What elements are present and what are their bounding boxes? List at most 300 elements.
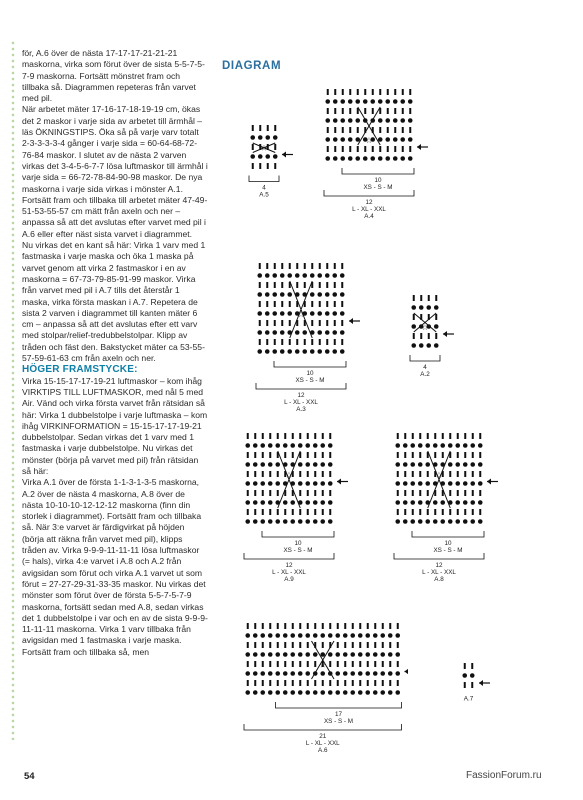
size-number: 4 [262,184,266,192]
stitch-sc [455,519,460,524]
stitch-sc [283,671,288,676]
size-number: 4 [423,364,427,371]
stitch-sc [313,519,318,524]
stitch-sc [411,324,416,329]
stitch-sc [320,462,325,467]
stitch-sc [257,349,262,354]
stitch-sc [325,311,330,316]
stitch-sc [290,690,295,695]
stitch-sc [295,273,300,278]
stitch-sc [340,137,345,142]
stitch-sc [463,462,468,467]
stitch-sc [253,462,258,467]
stitch-sc [350,671,355,676]
diagram-title: DIAGRAM [222,60,282,72]
stitch-sc [358,633,363,638]
stitch-sc [298,519,303,524]
stitch-sc [400,99,405,104]
stitch-sc [343,652,348,657]
stitch-sc [350,633,355,638]
stitch-sc [385,118,390,123]
stitch-sc [295,349,300,354]
stitch-sc [395,671,400,676]
stitch-sc [290,443,295,448]
stitch-sc [358,690,363,695]
stitch-sc [320,671,325,676]
stitch-sc [408,118,413,123]
stitch-sc [325,137,330,142]
stitch-sc [310,273,315,278]
stitch-sc [365,652,370,657]
size-number: 10 [306,370,314,377]
stitch-sc [305,519,310,524]
stitch-sc [325,99,330,104]
stitch-sc [410,481,415,486]
stitch-sc [258,135,263,140]
stitch-sc [250,135,255,140]
stitch-sc [350,652,355,657]
stitch-sc [313,690,318,695]
size-label: XS - S - M [363,184,393,191]
chart-A4 [318,84,443,244]
stitch-sc [298,633,303,638]
stitch-sc [410,443,415,448]
stitch-sc [313,633,318,638]
stitch-sc [433,443,438,448]
stitch-sc [245,462,250,467]
stitch-sc [328,652,333,657]
stitch-sc [463,519,468,524]
stitch-sc [448,462,453,467]
size-bracket [412,531,484,537]
stitch-sc [275,633,280,638]
stitch-sc [343,690,348,695]
chart-name: A.7 [463,695,474,703]
stitch-sc [260,462,265,467]
stitch-sc [253,652,258,657]
stitch-sc [365,671,370,676]
stitch-sc [455,481,460,486]
stitch-sc [320,690,325,695]
stitch-sc [370,156,375,161]
stitch-sc [260,443,265,448]
stitch-sc [250,154,255,159]
stitch-sc [425,481,430,486]
stitch-sc [320,500,325,505]
stitch-sc [343,633,348,638]
stitch-sc [257,292,262,297]
stitch-sc [265,349,270,354]
stitch-sc [287,311,292,316]
chart-A9 [238,428,368,588]
size-number: 12 [365,199,373,206]
stitch-sc [245,443,250,448]
chart-name: A.3 [296,406,306,413]
stitch-sc [272,311,277,316]
stitch-sc [393,156,398,161]
size-number: 12 [285,562,293,569]
chart-A6 [238,618,408,758]
chart-name: A.5 [259,191,269,199]
stitch-sc [470,500,475,505]
stitch-sc [378,156,383,161]
stitch-sc [328,481,333,486]
stitch-sc [272,292,277,297]
chart-name: A.4 [364,213,374,220]
stitch-sc [305,481,310,486]
stitch-sc [478,443,483,448]
size-number: 12 [297,392,305,399]
stitch-sc [403,481,408,486]
stitch-sc [317,292,322,297]
stitch-sc [418,462,423,467]
stitch-sc [313,462,318,467]
stitch-sc [455,462,460,467]
stitch-sc [260,519,265,524]
stitch-sc [268,633,273,638]
stitch-sc [283,652,288,657]
stitch-sc [425,519,430,524]
stitch-sc [265,330,270,335]
stitch-sc [275,443,280,448]
stitch-sc [245,519,250,524]
stitch-sc [280,292,285,297]
stitch-sc [290,500,295,505]
stitch-sc [408,137,413,142]
stitch-sc [313,500,318,505]
stitch-sc [275,652,280,657]
size-number: 10 [374,177,382,184]
stitch-sc [328,443,333,448]
stitch-sc [328,519,333,524]
stitch-sc [343,671,348,676]
stitch-sc [395,633,400,638]
stitch-sc [365,633,370,638]
stitch-sc [253,671,258,676]
size-label: L - XL - XXL [272,569,306,576]
stitch-sc [393,118,398,123]
stitch-sc [320,633,325,638]
stitch-sc [403,462,408,467]
stitch-sc [268,500,273,505]
stitch-sc [440,500,445,505]
stitch-sc [378,118,383,123]
stitch-sc [403,443,408,448]
stitch-sc [332,273,337,278]
stitch-sc [260,690,265,695]
stitch-sc [280,349,285,354]
paragraph: Virka A.1 över de första 1-1-3-1-3-5 maskorna, A.2 över de nästa 4 maskorna, A.8 över de nästa 10-10-10-12-12-12 maskorna (finn din storlek i diagrammet). Fortsätt fram och tillbaka så. När 3:e varvet är färdigvirkat på höjden (börja att räkna från varvet med pil), klipps tråden av. Virka 9-9-9-11-11-11 lösa luftmaskor (= hals), virka 4:e varvet i A.8 och A.2 från avigsidan som förut och virka A.1 varvet ut som förut = 27-27-29-31-33-35 maskor. Nu virkas det mönster som förut över de första 5-5-7-5-7-9 maskorna, fortsätt sedan med A.8, sedan virkas det 1 dubbelstolpe i var och en av de sista 9-9-9-11-11-11 maskorna. Virka 1 varv tillbaka från avigsidan med 1 fastmaska i varje maska. Fortsätt fram och tillbaka så, men [22,477,208,657]
star-symbol: ☆ [319,660,327,670]
stitch-sc [350,690,355,695]
stitch-sc [340,118,345,123]
stitch-sc [268,443,273,448]
stitch-sc [340,156,345,161]
arrow-head [479,680,483,686]
stitch-sc [385,137,390,142]
stitch-sc [260,652,265,657]
chart-name: A.9 [284,576,294,583]
stitch-sc [355,118,360,123]
stitch-sc [395,443,400,448]
stitch-sc [340,292,345,297]
size-bracket [244,724,402,730]
stitch-sc [245,690,250,695]
stitch-sc [335,633,340,638]
size-label: L - XL - XXL [284,399,318,406]
stitch-sc [325,292,330,297]
stitch-sc [393,99,398,104]
stitch-sc [385,99,390,104]
chart-name: A.2 [420,371,430,378]
stitch-sc [245,652,250,657]
size-bracket [410,355,440,361]
stitch-sc [478,462,483,467]
stitch-sc [380,690,385,695]
stitch-sc [320,481,325,486]
star-symbol: ☆ [285,470,293,480]
stitch-sc [287,273,292,278]
section-heading: HÖGER FRAMSTYCKE: [22,364,138,376]
chart-A2 [404,290,464,390]
stitch-sc [258,154,263,159]
arrow-head [282,152,286,158]
stitch-sc [273,154,278,159]
stitch-sc [373,652,378,657]
stitch-sc [260,481,265,486]
stitch-sc [328,500,333,505]
stitch-sc [395,690,400,695]
stitch-sc [395,481,400,486]
size-label: L - XL - XXL [422,569,456,576]
stitch-sc [283,519,288,524]
stitch-sc [478,500,483,505]
stitch-sc [290,671,295,676]
stitch-sc [373,633,378,638]
stitch-sc [257,330,262,335]
stitch-sc [434,343,439,348]
stitch-sc [373,671,378,676]
stitch-sc [333,156,338,161]
stitch-sc [268,481,273,486]
star-symbol: ☆ [435,470,443,480]
paragraph: När arbetet mäter 17-16-17-18-19-19 cm, ökas det 2 maskor i varje sida av arbetet till ärmhål – läs ÖKNINGSTIPS. Öka så på varje varv totalt 2-3-3-3-3-4 gånger i varje sida = 60-64-68-72-76-84 maskor. I slutet av de nästa 2 varven virkas det 3-4-5-6-7-7 lösa luftmaskor till ärmhål i varje sida = 66-72-78-84-90-98 maskor. De nya maskorna i varje sida virkas i mönster A.1. Fortsätt fram och tillbaka till arbetet mäter 47-49-51-53-55-57 cm mätt från axeln och ner – anpassa så att det avslutas efter varvet med pil i A.6 eller efter näst sista varvet i diagrammet. [22,104,208,239]
stitch-sc [400,118,405,123]
stitch-sc [395,519,400,524]
stitch-sc [295,330,300,335]
stitch-sc [302,349,307,354]
stitch-sc [434,324,439,329]
stitch-sc [332,311,337,316]
stitch-sc [287,349,292,354]
stitch-sc [317,311,322,316]
stitch-sc [348,99,353,104]
paragraph: Virka 15-15-17-17-19-21 luftmaskor – kom ihåg VIRKTIPS TILL LUFTMASKOR, med nål 5 med Air. Vänd och virka första varvet från rätsidan så här: Virka 1 dubbelstolpe i varje luftmaska – kom ihåg VIRKINFORMATION = 15-15-17-17-19-21 dubbelstolpar. Sedan virkas det 1 varv med 1 fastmaska i varje dubbelstolpe. Nu virkas det mönster (börja på varvet med pil) från rätsidan så här: [22,375,208,476]
paragraph: Nu virkas det en kant så här: Virka 1 varv med 1 fastmaska i varje maska och öka 1 maska på varvet genom att virka 2 fastmaskor i en av maskorna = 67-73-79-85-91-99 maskor. Virka från varvet med pil i A.7 tills det återstår 1 maska, virka första maskan i A.7. Repetera de sista 2 varven i diagrammet till kanten mäter 6 cm – anpassa så att det avslutas efter ett varv med stolpar/relief-tredubbelstolpar. Klipp av tråden och fäst den. Bakstycket mäter ca 53-55-57-59-61-63 cm från axeln och ner. [22,240,206,364]
stitch-sc [273,135,278,140]
stitch-sc [410,500,415,505]
stitch-sc [245,671,250,676]
stitch-sc [272,330,277,335]
stitch-sc [260,633,265,638]
stitch-sc [298,652,303,657]
arrow-head [405,669,409,675]
chart-A7 [455,658,495,718]
stitch-sc [470,519,475,524]
stitch-sc [348,137,353,142]
chart-name: A.8 [434,576,444,583]
stitch-sc [332,330,337,335]
stitch-sc [320,443,325,448]
arrow-head [443,331,447,337]
chart-A5 [243,120,303,210]
stitch-sc [305,652,310,657]
stitch-sc [340,99,345,104]
stitch-sc [340,273,345,278]
stitch-sc [448,481,453,486]
stitch-sc [388,633,393,638]
stitch-sc [418,500,423,505]
stitch-sc [280,330,285,335]
stitch-sc [410,519,415,524]
stitch-sc [245,633,250,638]
stitch-sc [340,349,345,354]
stitch-sc [265,311,270,316]
stitch-sc [333,99,338,104]
stitch-sc [302,273,307,278]
stitch-sc [268,462,273,467]
stitch-sc [328,690,333,695]
stitch-sc [373,690,378,695]
size-number: 21 [319,733,327,740]
stitch-sc [470,443,475,448]
stitch-sc [426,343,431,348]
stitch-sc [305,633,310,638]
size-number: 12 [435,562,443,569]
stitch-sc [365,690,370,695]
size-number: 10 [294,540,302,547]
stitch-sc [290,633,295,638]
stitch-sc [305,462,310,467]
stitch-sc [283,633,288,638]
paragraph: för, A.6 över de nästa 17-17-17-21-21-21 maskorna, virka som förut över de sista 5-5-7-5-7-9 maskorna. Fortsätt mönstret fram och tillbaka så. Diagrammen repeteras från varvet med pil. [22,48,205,104]
stitch-sc [388,690,393,695]
chart-A8 [388,428,518,588]
stitch-sc [283,500,288,505]
size-label: L - XL - XXL [305,740,340,747]
stitch-sc [310,292,315,297]
stitch-sc [440,519,445,524]
stitch-sc [348,118,353,123]
stitch-sc [363,156,368,161]
stitch-sc [332,292,337,297]
stitch-sc [400,156,405,161]
stitch-sc [395,462,400,467]
stitch-sc [320,652,325,657]
stitch-sc [395,652,400,657]
stitch-sc [298,481,303,486]
stitch-sc [275,671,280,676]
stitch-sc [463,481,468,486]
stitch-sc [253,519,258,524]
stitch-sc [275,462,280,467]
stitch-sc [332,349,337,354]
stitch-sc [245,500,250,505]
stitch-sc [298,690,303,695]
stitch-sc [370,99,375,104]
stitch-sc [298,443,303,448]
stitch-sc [275,519,280,524]
stitch-sc [275,690,280,695]
size-number: 17 [334,711,343,718]
stitch-sc [470,673,475,678]
arrow-head [349,318,353,324]
stitch-sc [408,99,413,104]
stitch-sc [245,481,250,486]
stitch-sc [418,481,423,486]
instructions-column [22,48,208,658]
arrow-head [487,479,491,485]
stitch-sc [478,481,483,486]
stitch-sc [388,652,393,657]
watermark: FassionForum.ru [466,770,542,781]
stitch-sc [378,99,383,104]
stitch-sc [305,500,310,505]
star-symbol: ☆ [421,323,429,332]
chart-name: A.6 [318,747,328,754]
stitch-sc [455,500,460,505]
stitch-sc [290,519,295,524]
stitch-sc [328,462,333,467]
stitch-sc [253,633,258,638]
stitch-sc [325,118,330,123]
stitch-sc [418,519,423,524]
stitch-sc [313,652,318,657]
stitch-sc [268,671,273,676]
stitch-sc [325,349,330,354]
stitch-sc [448,443,453,448]
stitch-sc [320,519,325,524]
stitch-sc [425,443,430,448]
stitch-sc [253,500,258,505]
size-label: XS - S - M [295,377,325,384]
stitch-sc [380,671,385,676]
stitch-sc [283,690,288,695]
stitch-sc [455,443,460,448]
star-symbol: ☆ [365,136,373,145]
stitch-sc [355,156,360,161]
stitch-sc [317,330,322,335]
star-symbol: ☆ [260,143,268,153]
stitch-sc [253,690,258,695]
stitch-sc [280,273,285,278]
size-bracket [262,531,334,537]
stitch-sc [403,500,408,505]
stitch-sc [358,652,363,657]
stitch-sc [305,671,310,676]
stitch-sc [478,519,483,524]
stitch-sc [272,349,277,354]
stitch-sc [462,673,467,678]
stitch-sc [280,311,285,316]
stitch-sc [410,462,415,467]
stitch-sc [313,443,318,448]
stitch-sc [395,500,400,505]
stitch-sc [426,305,431,310]
stitch-sc [325,273,330,278]
stitch-sc [408,156,413,161]
stitch-sc [411,343,416,348]
